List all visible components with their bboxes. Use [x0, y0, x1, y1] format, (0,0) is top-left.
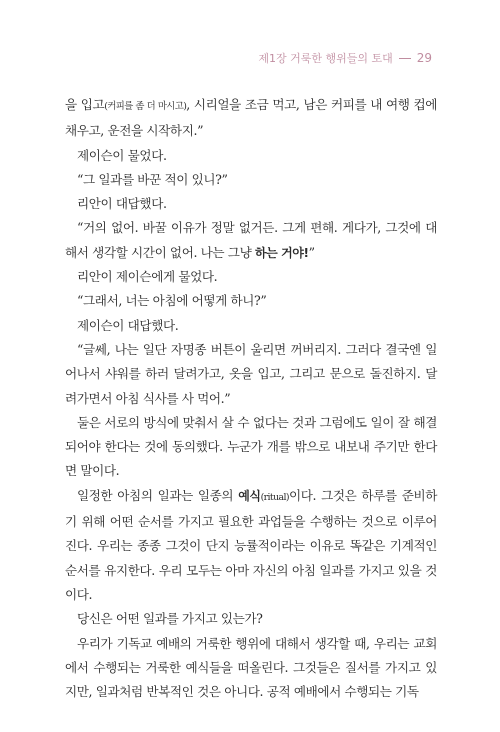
running-header — [258, 50, 432, 66]
chapter-title: 제1장 거룩한 행위들의 토대 — [258, 52, 393, 65]
paragraph-5: “거의 없어. 바꿀 이유가 정말 없거든. 그게 편해. 게다가, 그것에 대해서 생각할 시간이 없어. 나는 그냥 하는 거야!” — [65, 220, 437, 260]
paragraph-9: “글쎄, 나는 일단 자명종 버튼이 울리면 꺼버리지. 그러다 결국엔 일어나서 샤워를 하러 달려가고, 옷을 입고, 그리고 문으로 돌진하지. 달려가면서 아침 식사를 사 먹어.” — [65, 341, 437, 406]
paragraph-10: 둘은 서로의 방식에 맞춰서 살 수 없다는 것과 그럼에도 일이 잘 해결되어야 한다는 것에 동의했다. 누군가 개를 밖으로 내보내 주기만 한다면 말이다. — [65, 414, 437, 479]
page-number: 29 — [416, 51, 432, 65]
paragraph-11: 일정한 아침의 일과는 일종의 예식(ritual)이다. 그것은 하루를 준비하기 위해 어떤 순서를 가지고 필요한 과업들을 수행하는 것으로 이루어진다. 우리는 종종 그것이 단지 능률적이라는 이유로 똑같은 기계적인 순서를 유지한다. 우리 모두는 아마 자신의 아침 일과를 가지고 있을 것이다. — [65, 487, 437, 602]
paragraph-1: 을 입고(커피를 좀 더 마시고), 시리얼을 조금 먹고, 남은 커피를 내 여행 컵에 채우고, 운전을 시작하지.” — [65, 97, 437, 139]
aside-note: (커피를 좀 더 마시고) — [104, 101, 187, 112]
paragraph-3: “그 일과를 바꾼 적이 있니?” — [77, 171, 228, 187]
paragraph-2: 제이슨이 물었다. — [77, 147, 167, 163]
emphasis-text: 하는 거야! — [254, 245, 309, 260]
paragraph-13: 우리가 기독교 예배의 거룩한 행위에 대해서 생각할 때, 우리는 교회에서 수행되는 거룩한 예식들을 떠올린다. 그것들은 질서를 가지고 있지만, 일과처럼 반복적인 것은 아니다. 공적 예배에서 수행되는 기독 — [65, 635, 437, 700]
emphasis-term: 예식 — [238, 488, 261, 503]
paragraph-8: 제이슨이 대답했다. — [77, 317, 179, 333]
paragraph-7: “그래서, 너는 아침에 어떻게 하니?” — [77, 293, 267, 309]
paragraph-12: 당신은 어떤 일과를 가지고 있는가? — [77, 611, 263, 627]
term-gloss: (ritual) — [260, 491, 289, 503]
paragraph-4: 리안이 대답했다. — [77, 196, 167, 212]
paragraph-6: 리안이 제이슨에게 물었다. — [77, 269, 218, 285]
body-text — [65, 93, 437, 704]
header-divider — [399, 58, 411, 59]
